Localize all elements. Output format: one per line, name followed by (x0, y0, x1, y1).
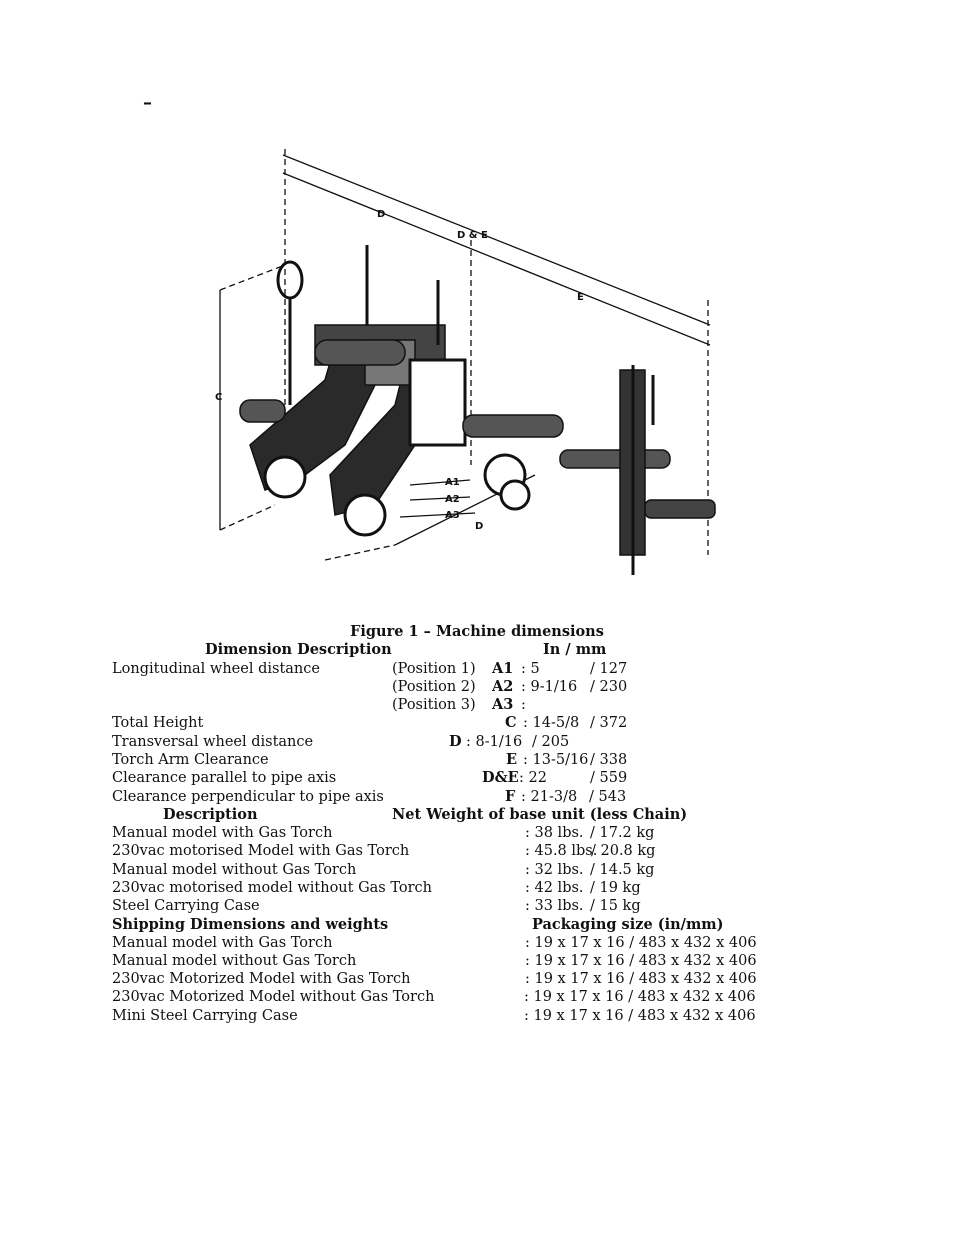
shipping-row (0, 1007, 954, 1025)
shipping-row (0, 970, 954, 988)
dimension-desc: Transversal wheel distance (112, 734, 314, 750)
dimension-code: E (506, 751, 518, 768)
dimensions-header-unit: In / mm (543, 641, 607, 658)
shipping-value: : 19 x 17 x 16 / 483 x 432 x 406 (525, 935, 757, 951)
shipping-header-desc: Shipping Dimensions and weights (112, 916, 389, 933)
dimension-desc: Torch Arm Clearance (112, 752, 269, 768)
dimension-row (0, 660, 954, 678)
weight-row (0, 879, 954, 897)
shipping-desc: Mini Steel Carrying Case (112, 1008, 298, 1024)
dimension-row (0, 751, 954, 769)
weight-desc: 230vac motorised Model with Gas Torch (112, 843, 410, 859)
shipping-value: : 19 x 17 x 16 / 483 x 432 x 406 (524, 1008, 756, 1024)
shipping-header-value: Packaging size (in/mm) (532, 916, 724, 933)
weight-lbs: : 38 lbs. (525, 825, 584, 841)
dimensions-header-desc: Dimension Description (205, 641, 392, 658)
label-d-bottom: D (475, 521, 484, 532)
weight-lbs: : 45.8 lbs. (525, 843, 598, 859)
shipping-value: : 19 x 17 x 16 / 483 x 432 x 406 (524, 989, 756, 1005)
dimension-desc: Total Height (112, 715, 204, 731)
dimension-mm: / 372 (590, 715, 628, 731)
label-a2: A2 (445, 494, 460, 505)
weight-row (0, 897, 954, 915)
weights-header-desc: Description (163, 806, 258, 823)
shipping-row (0, 988, 954, 1006)
dimension-mm: / 127 (590, 661, 628, 677)
weight-lbs: : 42 lbs. (525, 880, 584, 896)
shipping-desc: Manual model with Gas Torch (112, 935, 333, 951)
dimension-position: (Position 2) (392, 679, 476, 695)
dimension-desc: Clearance parallel to pipe axis (112, 770, 337, 786)
dimension-inch: : 8-1/16 (466, 734, 523, 750)
dimension-inch: : 5 (521, 661, 540, 677)
dimension-position: (Position 3) (392, 697, 476, 713)
weight-lbs: : 32 lbs. (525, 862, 584, 878)
label-c: C (215, 392, 223, 403)
label-a3: A3 (445, 510, 460, 521)
dimension-inch: : 9-1/16 (521, 679, 578, 695)
shipping-value: : 19 x 17 x 16 / 483 x 432 x 406 (525, 971, 757, 987)
dimension-row (0, 788, 954, 806)
label-e: E (577, 292, 584, 303)
weight-desc: Manual model without Gas Torch (112, 862, 357, 878)
shipping-desc: Manual model without Gas Torch (112, 953, 357, 969)
weights-header (0, 806, 954, 824)
weights-header-value: Net Weight of base unit (less Chain) (392, 806, 688, 823)
dimension-code: A1 (492, 660, 514, 677)
dimension-inch: : 21-3/8 (521, 789, 578, 805)
dimension-code: A3 (492, 696, 514, 713)
shipping-header (0, 916, 954, 934)
page-mark: – (143, 92, 152, 113)
dimension-mm: / 338 (590, 752, 628, 768)
weight-row (0, 824, 954, 842)
dimension-desc: Longitudinal wheel distance (112, 661, 320, 677)
machine-dimension-figure (205, 145, 735, 585)
dimension-desc: Clearance perpendicular to pipe axis (112, 789, 384, 805)
weight-kg: / 15 kg (590, 898, 641, 914)
dimension-mm: / 559 (590, 770, 628, 786)
weight-kg: / 20.8 kg (591, 843, 656, 859)
weight-kg: / 19 kg (590, 880, 641, 896)
weight-desc: Steel Carrying Case (112, 898, 260, 914)
dimension-row (0, 769, 954, 787)
dimension-row (0, 678, 954, 696)
dimension-inch: : 22 (519, 770, 547, 786)
dimension-row (0, 714, 954, 732)
shipping-row (0, 952, 954, 970)
dimension-inch: : 14-5/8 (523, 715, 580, 731)
weight-kg: / 17.2 kg (590, 825, 655, 841)
shipping-desc: 230vac Motorized Model with Gas Torch (112, 971, 411, 987)
dimension-code: D (449, 733, 462, 750)
shipping-desc: 230vac Motorized Model without Gas Torch (112, 989, 435, 1005)
weight-lbs: : 33 lbs. (525, 898, 584, 914)
dimension-mm: / 230 (590, 679, 628, 695)
figure-caption: Figure 1 – Machine dimensions (350, 623, 604, 640)
dimension-row (0, 696, 954, 714)
dimension-mm: / 543 (589, 789, 627, 805)
dimension-position: (Position 1) (392, 661, 476, 677)
weight-desc: Manual model with Gas Torch (112, 825, 333, 841)
dimension-row (0, 733, 954, 751)
weight-row (0, 861, 954, 879)
weight-kg: / 14.5 kg (590, 862, 655, 878)
shipping-value: : 19 x 17 x 16 / 483 x 432 x 406 (525, 953, 757, 969)
dimensions-header (0, 641, 954, 659)
dimension-code: A2 (492, 678, 514, 695)
dimension-inch: : 13-5/16 (523, 752, 589, 768)
label-de: D & E (457, 230, 488, 241)
label-d-top: D (377, 209, 386, 220)
dimension-mm: / 205 (532, 734, 570, 750)
dimension-inch: : (521, 697, 526, 713)
weight-row (0, 842, 954, 860)
shipping-row (0, 934, 954, 952)
dimension-code: D&E (482, 769, 519, 786)
dimension-code: F (505, 788, 516, 805)
weight-desc: 230vac motorised model without Gas Torch (112, 880, 433, 896)
dimension-code: C (505, 714, 517, 731)
label-a1: A1 (445, 477, 460, 488)
